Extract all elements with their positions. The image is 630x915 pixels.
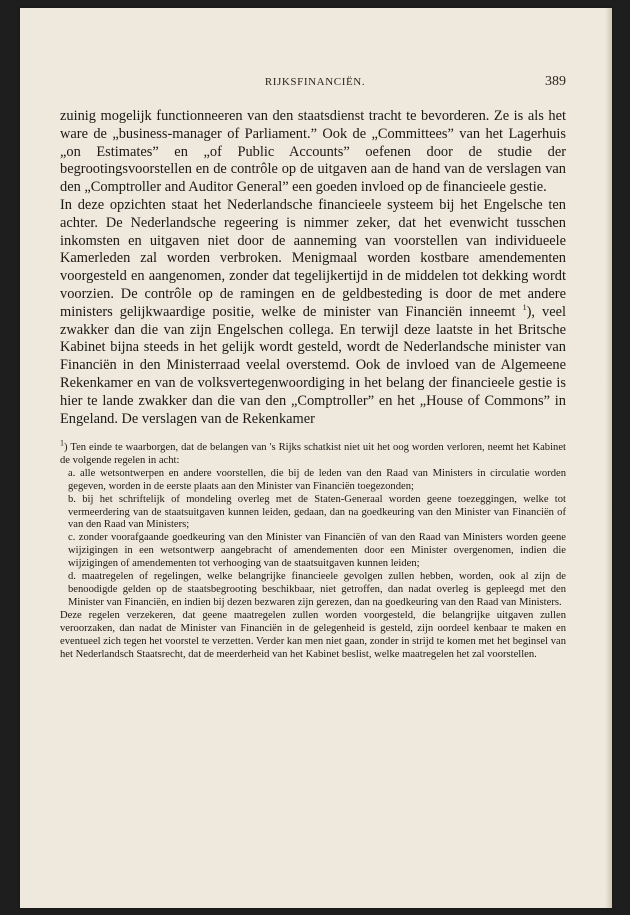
paragraph-2	[60, 197, 566, 428]
paragraph-2-end: ), veel zwakker dan die van zijn Engelschen collega. En terwijl deze laatste in het Britsche Kabinet bijna steeds in het gelijk wordt gesteld, wordt de Nederlandsche minister van Financiën in den Ministerraad veelal overstemd. Ook de invloed van de Algemeene Rekenkamer en van de volksvertegenwoordiging in het belang der financieele gestie is hier te lande zwakker dan die van den „Comptroller” en het „House of Commons” in Engeland. De verslagen van de Rekenkamer	[60, 303, 566, 427]
running-title: RIJKSFINANCIËN.	[264, 76, 366, 88]
paragraph-1: zuinig mogelijk functionneeren van den staatsdienst tracht te bevorderen. Ze is als het ware de „business-manager of Parliament.” Ook de „Committees” van het Lagerhuis „on Estimates” en „of Public Accounts” oefenen door de studie der begrootingsvoorstellen en de contrôle op de uitgaven aan de hand van de verslagen van den „Comptroller and Auditor General” een goeden invloed op de financieele gestie.	[60, 108, 566, 196]
page-header	[60, 76, 570, 96]
footnote-intro	[60, 438, 566, 468]
book-page	[20, 8, 612, 908]
footnote-closing: Deze regelen verzekeren, dat geene maatregelen zullen worden voorgesteld, die belangrijke uitgaven zullen veroorzaken, dan nadat de Minister van Financiën in de gelegenheid is gesteld, zijn oordeel kenbaar te maken en eventueel zich tegen het voorstel te verzetten. Verder kan men niet gaan, zonder in strijd te komen met het beginsel van het Nederlandsch Staatsrecht, dat de meerderheid van het Kabinet beslist, welke maatregelen het zal voorstellen.	[60, 609, 566, 660]
footnote-item-a: a. alle wetsontwerpen en andere voorstellen, die bij de leden van den Raad van Ministers in circulatie worden gegeven, worden in de eerste plaats aan den Minister van Financiën toegezonden;	[68, 467, 566, 492]
footnote-item-d: d. maatregelen of regelingen, welke belangrijke financieele gevolgen zullen hebben, worden, ook al zijn de benoodigde gelden op de staatsbegrooting beschikbaar, niet getroffen, dan nadat overleg is gepleegd met den Minister van Financiën, en indien bij dezen bezwaren zijn gerezen, dan na goedkeuring van den Raad van Ministers.	[68, 571, 566, 608]
footnote-mark: 1	[60, 438, 64, 448]
footnotes	[60, 438, 566, 661]
footnote-reference: 1	[522, 302, 527, 312]
page-number: 389	[545, 74, 566, 89]
main-text	[60, 108, 566, 428]
paragraph-2-start: In deze opzichten staat het Nederlandsche financieele systeem bij het Engelsche ten achter. De Nederlandsche regeering is nimmer zeker, dat het evenwicht tusschen inkomsten en uitgaven niet door de aanneming van voorstellen van individueele Kamerleden zal worden verbroken. Menigmaal worden kostbare amendementen voorgesteld en aangenomen, zonder dat tegelijkertijd in de middelen tot dekking wordt voorzien. De contrôle op de ramingen en de geldbesteding is door de met andere ministers gelijkwaardige positie, welke de minister van Financiën inneemt	[60, 196, 566, 320]
footnote-item-b: b. bij het schriftelijk of mondeling overleg met de Staten-Generaal worden geene toezeggingen, welke tot vermeerdering van de staatsuitgaven kunnen leiden, gedaan, dan na goedkeuring van den Minister van Financiën of van den Raad van Ministers;	[68, 493, 566, 531]
footnote-intro-text: ) Ten einde te waarborgen, dat de belangen van 's Rijks schatkist niet uit het oog worden verloren, neemt het Kabinet de volgende regelen in acht:	[60, 442, 566, 466]
footnote-item-c: c. zonder voorafgaande goedkeuring van den Minister van Financiën of van den Raad van Ministers worden geene wijzigingen in een wetsontwerp aangebracht of amendementen door een Minister overgenomen, indien die wijzigingen of amendementen tot verhooging van de staatsuitgaven kunnen leiden;	[68, 532, 566, 570]
